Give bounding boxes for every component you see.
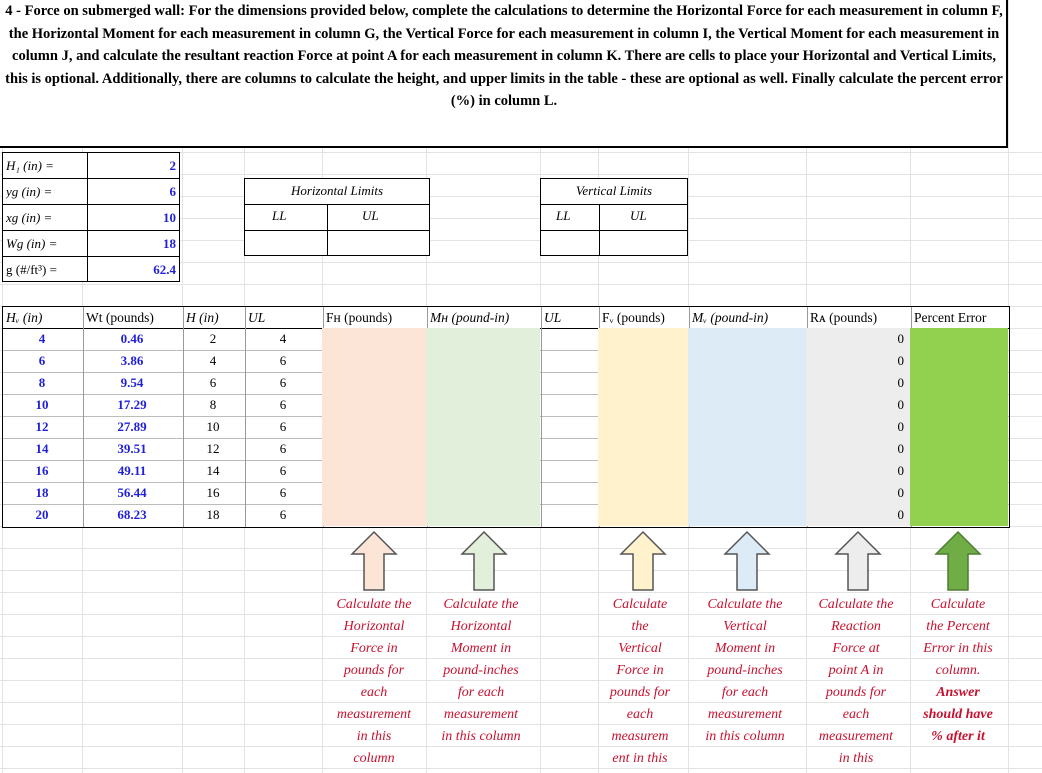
instruction-note-2 <box>428 594 534 748</box>
vertical-limits-title: Vertical Limits <box>575 183 653 198</box>
table-cell-hw: 4 <box>38 331 46 346</box>
note-line: column. <box>935 663 981 678</box>
note-line: pounds for <box>825 685 887 700</box>
note-line: Horizontal <box>343 619 405 634</box>
param-label-xg: xg (in) = <box>6 210 53 225</box>
mh-column-fill[interactable] <box>426 328 540 526</box>
fv-arrow-icon <box>619 530 667 597</box>
note-line: Calculate <box>930 597 986 612</box>
table-cell-ra: 0 <box>897 441 904 456</box>
note-line: pound-inches <box>707 663 783 678</box>
table-cell-wt: 9.54 <box>120 375 144 390</box>
horizontal-ul-input[interactable] <box>328 230 428 254</box>
table-cell-ra: 0 <box>897 397 904 412</box>
note-line: pounds for <box>609 685 671 700</box>
param-label-yg: yg (in) = <box>6 184 53 199</box>
horizontal-ul-label: UL <box>362 208 379 223</box>
table-cell-h: 4 <box>209 353 217 368</box>
note-line: for each <box>721 685 769 700</box>
note-line: in this <box>356 729 392 744</box>
table-cell-ul: 4 <box>279 331 287 346</box>
table-header-3: UL <box>248 310 266 325</box>
table-cell-ra: 0 <box>897 463 904 478</box>
table-cell-wt: 27.89 <box>117 419 147 434</box>
table-cell-ra: 0 <box>897 507 904 522</box>
instruction-note-1 <box>322 594 426 770</box>
table-cell-ul: 6 <box>279 419 287 434</box>
note-line: column <box>353 751 395 766</box>
table-cell-ul: 6 <box>279 485 287 500</box>
table-cell-wt: 0.46 <box>120 331 144 346</box>
table-cell-h: 8 <box>209 397 217 412</box>
table-header-10: Percent Error <box>914 310 987 325</box>
instruction-note-4 <box>690 594 800 748</box>
fh-column-fill[interactable] <box>322 328 426 526</box>
table-header-0: Hᵥ (in) <box>6 310 43 325</box>
note-line: Force at <box>832 641 880 656</box>
table-cell-hw: 6 <box>38 353 46 368</box>
table-cell-h: 14 <box>206 463 220 478</box>
vertical-ul-label: UL <box>630 208 647 223</box>
table-cell-h: 10 <box>206 419 220 434</box>
table-cell-hw: 10 <box>35 397 49 412</box>
note-line: measurement <box>818 729 894 744</box>
table-cell-h: 2 <box>209 331 217 346</box>
mv-arrow-icon <box>723 530 771 597</box>
note-line: Calculate <box>612 597 668 612</box>
note-line: point A in <box>828 663 884 678</box>
table-header-2: H (in) <box>186 310 219 325</box>
note-line: each <box>842 707 870 722</box>
table-header-7: Fᵥ (pounds) <box>602 310 665 325</box>
note-line: Force in <box>350 641 398 656</box>
param-value-h1[interactable]: 2 <box>169 158 176 173</box>
table-cell-hw: 18 <box>35 485 49 500</box>
table-cell-wt: 49.11 <box>117 463 147 478</box>
ra-arrow-icon <box>834 530 882 597</box>
note-line-emphasis: should have <box>923 707 993 722</box>
table-header-5: Mʜ (pound-in) <box>430 310 510 325</box>
mv-column-fill[interactable] <box>688 328 806 526</box>
table-cell-ul: 6 <box>279 441 287 456</box>
table-cell-ra: 0 <box>897 485 904 500</box>
instructions-text: 4 - Force on submerged wall: For the dimensions provided below, complete the calculations to determine the Horizontal Force for each measurement in column F, the Horizontal Moment for each measurement in column G, the Vertical Force for each measurement in column I, the Vertical Moment for each measurement in column J, and calculate the resultant reaction Force at point A for each measurement in column K. There are cells to place your Horizontal and Vertical Limits, this is optional. Additionally, there are columns to calculate the height, and upper limits in the table - these are optional as well. Finally calculate the percent error (%) in column L. <box>5 3 1003 109</box>
note-line-emphasis: Answer <box>936 685 980 700</box>
table-cell-hw: 12 <box>35 419 49 434</box>
table-cell-hw: 14 <box>35 441 49 456</box>
mh-arrow-icon <box>460 530 508 597</box>
table-cell-hw: 16 <box>35 463 49 478</box>
note-line: measurem <box>611 729 669 744</box>
table-cell-ra: 0 <box>897 331 904 346</box>
table-header-1: Wt (pounds) <box>86 310 154 325</box>
note-line: Calculate the <box>707 597 783 612</box>
instruction-note-3 <box>598 594 682 770</box>
table-header-8: Mᵥ (pound-in) <box>692 310 769 325</box>
table-cell-ul: 6 <box>279 353 287 368</box>
param-value-xg[interactable]: 10 <box>163 210 176 225</box>
note-line: Moment in <box>450 641 512 656</box>
table-cell-ul: 6 <box>279 375 287 390</box>
note-line: ent in this <box>612 751 668 766</box>
note-line: each <box>626 707 654 722</box>
note-line-emphasis: % after it <box>931 729 985 744</box>
instruction-note-5 <box>804 594 908 770</box>
param-label-gamma: g (#/ft³) = <box>6 262 57 277</box>
note-line: Calculate the <box>818 597 894 612</box>
note-line: each <box>360 685 388 700</box>
note-line: Reaction <box>831 619 881 634</box>
horizontal-ll-label: LL <box>272 208 287 223</box>
horizontal-limits-title: Horizontal Limits <box>290 183 384 198</box>
table-cell-wt: 17.29 <box>117 397 147 412</box>
note-line: in this column <box>705 729 785 744</box>
table-cell-h: 18 <box>206 507 220 522</box>
table-cell-hw: 20 <box>35 507 49 522</box>
note-line: Vertical <box>618 641 662 656</box>
percent-error-arrow-icon <box>934 530 982 597</box>
note-line: Calculate the <box>443 597 519 612</box>
param-value-yg[interactable]: 6 <box>169 184 176 199</box>
table-cell-ul: 6 <box>279 463 287 478</box>
note-line: in this column <box>441 729 521 744</box>
param-label-h1: H₁ (in) = <box>6 158 54 173</box>
instructions-box <box>0 0 1008 148</box>
table-cell-wt: 39.51 <box>117 441 147 456</box>
percent-error-column-fill[interactable] <box>910 328 1008 526</box>
note-line: Moment in <box>714 641 776 656</box>
note-line: Calculate the <box>336 597 412 612</box>
note-line: Vertical <box>723 619 767 634</box>
note-line: Horizontal <box>450 619 512 634</box>
note-line: for each <box>457 685 505 700</box>
instruction-note-6 <box>912 594 1004 748</box>
note-line: pound-inches <box>443 663 519 678</box>
table-cell-hw: 8 <box>38 375 46 390</box>
table-header-4: Fʜ (pounds) <box>326 310 393 325</box>
note-line: pounds for <box>343 663 405 678</box>
table-header-6: UL <box>544 310 562 325</box>
table-cell-h: 12 <box>206 441 220 456</box>
table-cell-h: 6 <box>209 375 217 390</box>
param-value-gamma[interactable]: 62.4 <box>153 262 176 277</box>
table-cell-h: 16 <box>206 485 220 500</box>
param-label-wg: Wg (in) = <box>6 236 58 251</box>
horizontal-ll-input[interactable] <box>246 230 326 254</box>
table-header-9: Rᴀ (pounds) <box>810 310 878 325</box>
note-line: measurement <box>443 707 519 722</box>
vertical-ll-input[interactable] <box>542 230 598 254</box>
vertical-ll-label: LL <box>556 208 571 223</box>
table-cell-ra: 0 <box>897 353 904 368</box>
table-cell-wt: 68.23 <box>117 507 147 522</box>
note-line: Error in this <box>923 641 993 656</box>
table-cell-ra: 0 <box>897 419 904 434</box>
note-line: the <box>631 619 649 634</box>
table-cell-ul: 6 <box>279 397 287 412</box>
table-cell-ul: 6 <box>279 507 287 522</box>
table-cell-wt: 3.86 <box>120 353 144 368</box>
note-line: measurement <box>336 707 412 722</box>
vertical-ul-input[interactable] <box>600 230 686 254</box>
table-cell-ra: 0 <box>897 375 904 390</box>
note-line: Force in <box>616 663 664 678</box>
fh-arrow-icon <box>350 530 398 597</box>
param-value-wg[interactable]: 18 <box>163 236 176 251</box>
note-line: measurement <box>707 707 783 722</box>
fv-column-fill[interactable] <box>598 328 688 526</box>
note-line: the Percent <box>926 619 990 634</box>
table-cell-wt: 56.44 <box>117 485 147 500</box>
note-line: in this <box>838 751 874 766</box>
